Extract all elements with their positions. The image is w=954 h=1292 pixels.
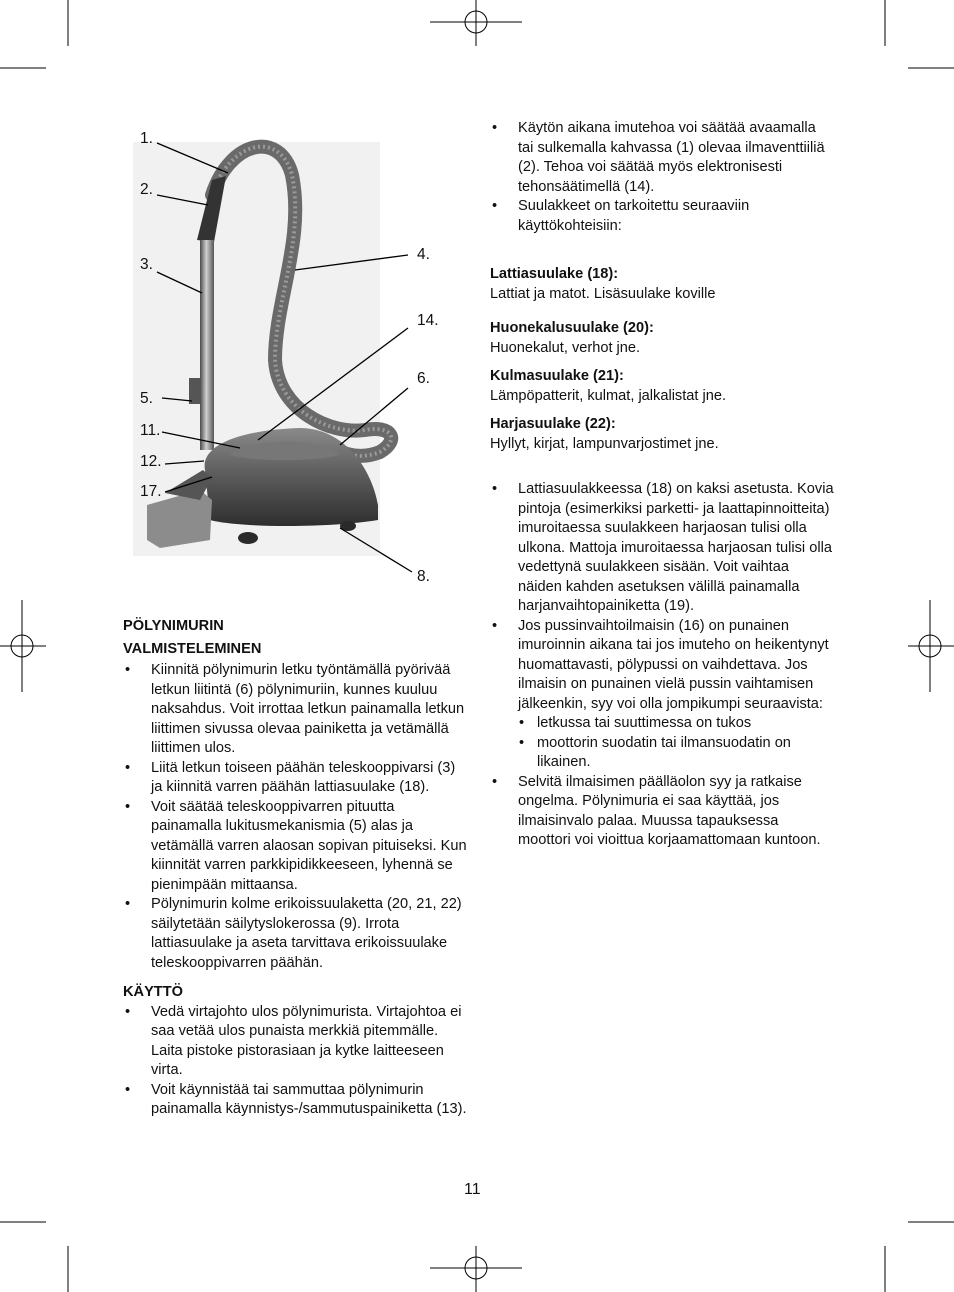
nozzle-name: Kulmasuulake (21):	[490, 368, 624, 384]
heading-line-1: PÖLYNIMURIN	[123, 618, 224, 634]
callout-17: 17.	[140, 483, 162, 500]
list-item: • Suulakkeet on tarkoitettu seuraaviin käyttökohteisiin:	[490, 197, 835, 236]
nozzle-entry-corner	[490, 367, 835, 406]
nozzle-use: Huonekalut, verhot jne.	[490, 339, 641, 356]
list-item: • Voit käynnistää tai sammuttaa pölynimurin painamalla käynnistys-/sammutuspainiketta (13).	[123, 1081, 468, 1120]
heading-line-2: VALMISTELEMINEN	[123, 641, 262, 657]
section-heading-preparation	[123, 615, 468, 661]
callout-1: 1.	[140, 130, 153, 147]
callout-2: 2.	[140, 181, 153, 198]
nozzle-name: Huonekalusuulake (20):	[490, 320, 654, 336]
sub-list-item: • letkussa tai suuttimessa on tukos	[518, 714, 835, 734]
list-item: • Lattiasuulakkeessa (18) on kaksi asetusta. Kovia pintoja (esimerkiksi parketti- ja laattapinnoitteita) imuroitaessa suulakkeen harjaosan tulisi olla ulkona. Mattoja imuroitaessa harjaosan tulisi olla vedettynä suulakkeen sisään. Voit vaihtaa näiden kahden asetuksen välillä painamalla harjanvaihtopainiketta (19).	[490, 480, 835, 617]
nozzle-name: Lattiasuulake (18):	[490, 266, 619, 282]
nozzle-use: Lattiat ja matot. Lisäsuulake koville	[490, 285, 716, 302]
telescopic-tube	[200, 240, 214, 450]
preparation-list	[123, 661, 468, 973]
usage-notes-list	[490, 480, 835, 851]
nozzle-use: Lämpöpatterit, kulmat, jalkalistat jne.	[490, 387, 727, 404]
nozzle-entry-brush	[490, 415, 835, 454]
use-list	[123, 1003, 468, 1120]
sub-list	[518, 714, 835, 773]
list-item: • Kiinnitä pölynimurin letku työntämällä pyörivää letkun liitintä (6) pölynimuriin, kunnes kuuluu naksahdus. Voit irrottaa letkun painamalla letkun liittimen sivussa olevaa painiketta ja vetämällä liittimen ulos.	[123, 661, 468, 759]
nozzle-entry-floor	[490, 265, 835, 304]
intro-list	[490, 119, 835, 236]
list-item	[490, 617, 835, 773]
list-item: • Pölynimurin kolme erikoissuulaketta (20, 21, 22) säilytetään säilytyslokerossa (9). Irrota lattiasuulake ja aseta tarvittava erikoissuulake teleskooppivarren päähän.	[123, 895, 468, 973]
callout-12: 12.	[140, 453, 162, 470]
nozzle-use: Hyllyt, kirjat, lampunvarjostimet jne.	[490, 435, 719, 452]
wheel	[238, 532, 258, 544]
callout-4: 4.	[417, 246, 430, 263]
list-item: • Käytön aikana imutehoa voi säätää avaamalla tai sulkemalla kahvassa (1) olevaa ilmaventtiiliä (2). Tehoa voi säätää myös elektronisesti tehonsäätimellä (14).	[490, 119, 835, 197]
list-item: • Selvitä ilmaisimen päälläolon syy ja ratkaise ongelma. Pölynimuria ei saa käyttää, jos ilmaisinvalo palaa. Muussa tapauksessa moottori voi vioittua korjaamattomaan kuntoon.	[490, 773, 835, 851]
callout-5: 5.	[140, 390, 153, 407]
list-item: • Vedä virtajohto ulos pölynimurista. Virtajohtoa ei saa vetää ulos punaista merkkiä pitemmälle. Laita pistoke pistorasiaan ja kytke laitteeseen virta.	[123, 1003, 468, 1081]
lock-mechanism	[189, 378, 201, 404]
list-item: • Liitä letkun toiseen päähän teleskooppivarsi (3) ja kiinnitä varren päähän lattiasuulake (18).	[123, 759, 468, 798]
page-number: 11	[464, 1181, 481, 1198]
callout-14: 14.	[417, 312, 439, 329]
callout-11: 11.	[140, 422, 161, 439]
callout-3: 3.	[140, 256, 153, 273]
callout-8: 8.	[417, 568, 430, 585]
sub-list-item: • moottorin suodatin tai ilmansuodatin on likainen.	[518, 734, 835, 773]
nozzle-name: Harjasuulake (22):	[490, 416, 616, 432]
nozzle-entry-furniture	[490, 319, 835, 358]
list-item-text: Jos pussinvaihtoilmaisin (16) on punainen imuroinnin aikana tai jos imuteho on heikentynyt huomattavasti, pölypussi on vaihdettava. Jos ilmaisin on punainen vielä pussin vaihtamisen jälkeenkin, syy voi olla jompikumpi seuraavista:	[518, 617, 829, 712]
list-item: • Voit säätää teleskooppivarren pituutta painamalla lukitusmekanismia (5) alas ja vetämällä varren alaosan sopivan pituiseksi. Kun kiinnität varren parkkipidikkeeseen, lyhennä se pienimpään mittaansa.	[123, 798, 468, 896]
callout-6: 6.	[417, 370, 430, 387]
left-column	[123, 615, 468, 1120]
section-heading-use: KÄYTTÖ	[123, 984, 183, 1000]
right-column	[490, 119, 835, 851]
